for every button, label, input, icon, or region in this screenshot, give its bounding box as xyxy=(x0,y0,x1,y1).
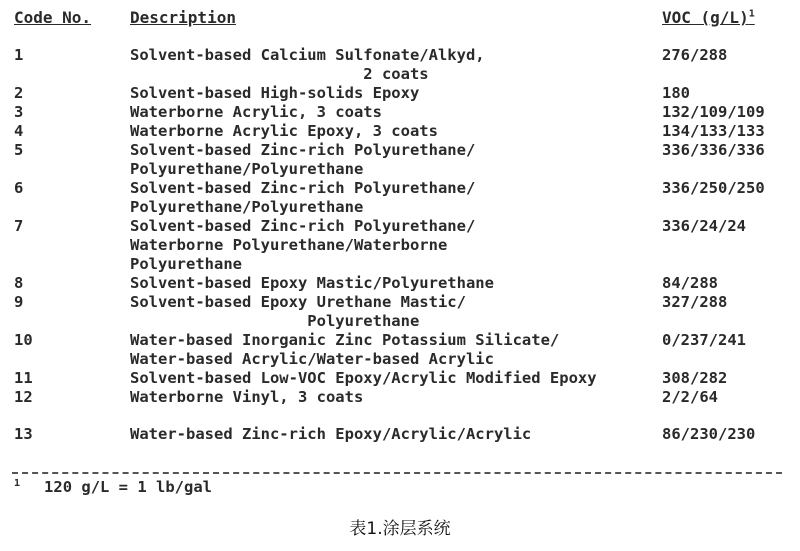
header-voc xyxy=(662,8,755,27)
row-voc: 336/24/24 xyxy=(662,217,746,235)
row-description-line: Water-based Acrylic/Water-based Acrylic xyxy=(130,350,494,368)
row-code: 5 xyxy=(14,141,24,159)
header-voc-label: VOC (g/L) xyxy=(662,8,749,27)
row-description-line: Solvent-based Zinc-rich Polyurethane/ xyxy=(130,179,476,197)
row-description-line: Solvent-based Epoxy Urethane Mastic/ xyxy=(130,293,466,311)
row-description-line: Waterborne Acrylic, 3 coats xyxy=(130,103,382,121)
row-code: 6 xyxy=(14,179,24,197)
row-description-line: Solvent-based Zinc-rich Polyurethane/ xyxy=(130,217,476,235)
row-voc: 276/288 xyxy=(662,46,728,64)
row-voc: 308/282 xyxy=(662,369,728,387)
row-description xyxy=(130,293,640,331)
row-description xyxy=(130,122,640,141)
row-voc: 0/237/241 xyxy=(662,331,746,349)
header-description: Description xyxy=(130,8,236,27)
row-description-line: Solvent-based Calcium Sulfonate/Alkyd, xyxy=(130,46,485,64)
row-description xyxy=(130,217,640,274)
row-description-line: Waterborne Acrylic Epoxy, 3 coats xyxy=(130,122,438,140)
row-code: 13 xyxy=(14,425,33,443)
footnote xyxy=(14,478,212,496)
row-code: 8 xyxy=(14,274,24,292)
row-voc: 336/336/336 xyxy=(662,141,765,159)
row-voc: 132/109/109 xyxy=(662,103,765,121)
row-description xyxy=(130,179,640,217)
row-code: 7 xyxy=(14,217,24,235)
row-voc: 180 xyxy=(662,84,690,102)
row-voc: 134/133/133 xyxy=(662,122,765,140)
row-code: 4 xyxy=(14,122,24,140)
row-description xyxy=(130,425,640,444)
row-description xyxy=(130,274,640,293)
row-description xyxy=(130,369,640,388)
row-description-line: Solvent-based Low-VOC Epoxy/Acrylic Modified Epoxy xyxy=(130,369,597,387)
row-description-line: Waterborne Vinyl, 3 coats xyxy=(130,388,364,406)
row-description xyxy=(130,388,640,407)
row-description xyxy=(130,46,640,84)
table-caption: 表1.涂层系统 xyxy=(349,519,451,539)
row-description xyxy=(130,141,640,179)
row-description-line: Solvent-based Zinc-rich Polyurethane/ xyxy=(130,141,476,159)
row-voc: 336/250/250 xyxy=(662,179,765,197)
footnote-text: 120 g/L = 1 lb/gal xyxy=(44,478,213,497)
row-code: 11 xyxy=(14,369,33,387)
row-description-line: Polyurethane/Polyurethane xyxy=(130,198,364,216)
row-voc: 327/288 xyxy=(662,293,728,311)
row-voc: 86/230/230 xyxy=(662,425,756,443)
row-description-line: Solvent-based Epoxy Mastic/Polyurethane xyxy=(130,274,494,292)
row-description-line: Polyurethane xyxy=(130,255,242,273)
row-code: 10 xyxy=(14,331,33,349)
row-description-line: Water-based Zinc-rich Epoxy/Acrylic/Acrylic xyxy=(130,425,532,443)
row-code: 9 xyxy=(14,293,24,311)
row-description-line: Polyurethane xyxy=(130,312,420,330)
row-code: 2 xyxy=(14,84,24,102)
row-description-line: Water-based Inorganic Zinc Potassium Silicate/ xyxy=(130,331,560,349)
row-description xyxy=(130,331,640,369)
row-description-line: Waterborne Polyurethane/Waterborne xyxy=(130,236,448,254)
footnote-mark: 1 xyxy=(14,478,21,489)
row-voc: 2/2/64 xyxy=(662,388,718,406)
row-code: 1 xyxy=(14,46,24,64)
row-description xyxy=(130,103,640,122)
row-description-line: 2 coats xyxy=(130,65,429,83)
row-description-line: Solvent-based High-solids Epoxy xyxy=(130,84,420,102)
row-voc: 84/288 xyxy=(662,274,718,292)
header-voc-footnote-mark: 1 xyxy=(748,8,755,20)
dashed-divider xyxy=(12,472,782,474)
row-code: 12 xyxy=(14,388,33,406)
row-code: 3 xyxy=(14,103,24,121)
row-description-line: Polyurethane/Polyurethane xyxy=(130,160,364,178)
row-description xyxy=(130,84,640,103)
header-code-no: Code No. xyxy=(14,8,92,27)
